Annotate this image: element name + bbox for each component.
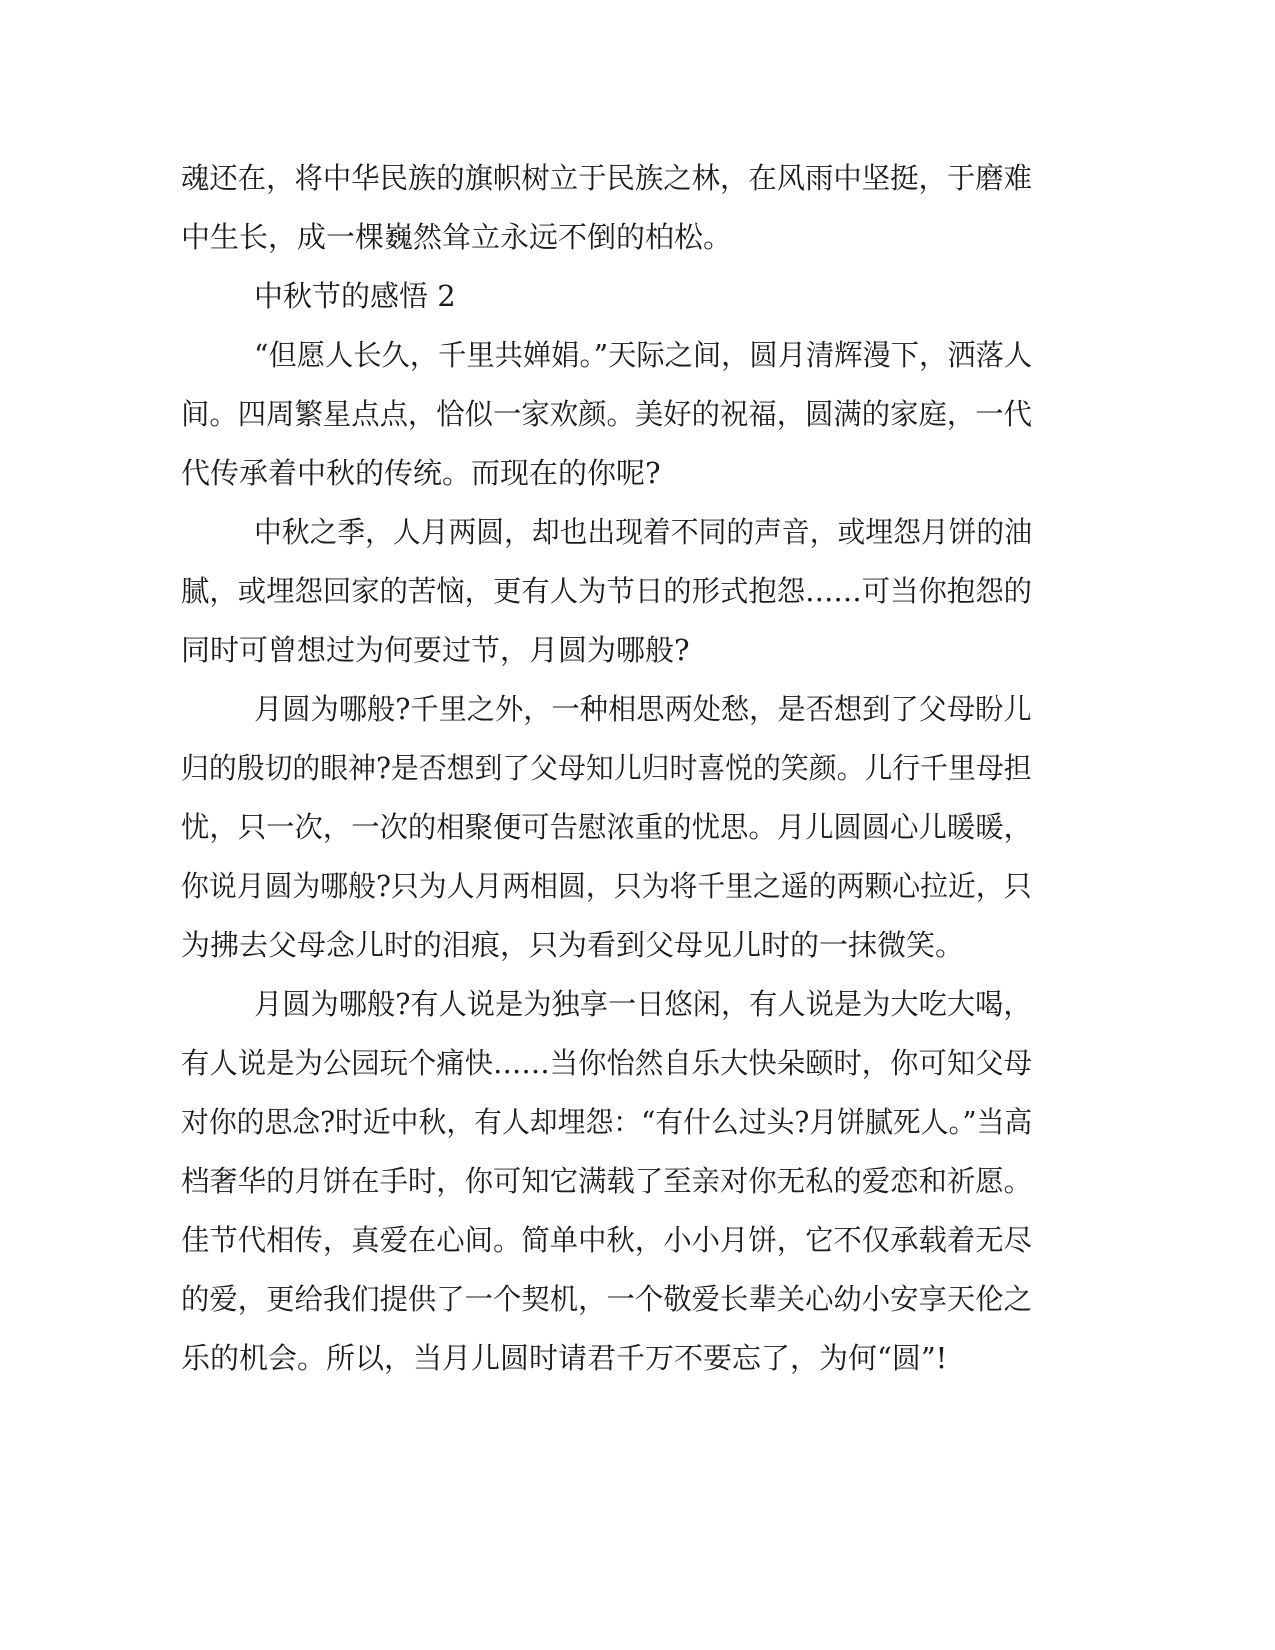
text-line: 忧，只一次，一次的相聚便可告慰浓重的忧思。月儿圆圆心儿暖暖，: [181, 810, 1033, 844]
text-line: 佳节代相传，真爱在心间。简单中秋，小小月饼，它不仅承载着无尽: [181, 1223, 1033, 1257]
text-line: 月圆为哪般?有人说是为独享一日悠闲，有人说是为大吃大喝，: [254, 987, 1032, 1021]
text-line: 为拂去父母念儿时的泪痕，只为看到父母见儿时的一抹微笑。: [181, 928, 965, 962]
text-line: 档奢华的月饼在手时，你可知它满载了至亲对你无私的爱恋和祈愿。: [181, 1164, 1033, 1198]
text-line: “但愿人长久，千里共婵娟。”天际之间，圆月清辉漫下，洒落人: [254, 338, 1033, 372]
text-line: 中秋之季，人月两圆，却也出现着不同的声音，或埋怨月饼的油: [254, 515, 1033, 549]
text-line: 归的殷切的眼神?是否想到了父母知儿归时喜悦的笑颜。儿行千里母担: [181, 751, 1032, 785]
text-line: 代传承着中秋的传统。而现在的你呢?: [181, 456, 661, 490]
text-line: 对你的思念?时近中秋，有人却埋怨：“有什么过头?月饼腻死人。”当高: [181, 1105, 1033, 1139]
text-line: 的爱，更给我们提供了一个契机，一个敬爱长辈关心幼小安享天伦之: [181, 1282, 1033, 1316]
text-line: 腻，或埋怨回家的苦恼，更有人为节日的形式抱怨……可当你抱怨的: [181, 574, 1033, 608]
text-line: 月圆为哪般?千里之外，一种相思两处愁，是否想到了父母盼儿: [254, 692, 1032, 726]
text-line: 魂还在，将中华民族的旗帜树立于民族之林，在风雨中坚挺，于磨难: [181, 161, 1033, 195]
text-line: 乐的机会。所以，当月儿圆时请君千万不要忘了，为何“圆”!: [181, 1341, 948, 1375]
text-line: 同时可曾想过为何要过节，月圆为哪般?: [181, 633, 690, 667]
text-line: 有人说是为公园玩个痛快……当你怡然自乐大快朵颐时，你可知父母: [181, 1046, 1033, 1080]
text-line: 间。四周繁星点点，恰似一家欢颜。美好的祝福，圆满的家庭，一代: [181, 397, 1033, 431]
text-line: 中生长，成一棵巍然耸立永远不倒的柏松。: [181, 220, 733, 254]
text-line: 你说月圆为哪般?只为人月两相圆，只为将千里之遥的两颗心拉近，只: [181, 869, 1032, 903]
section-heading: 中秋节的感悟 2: [254, 279, 456, 313]
